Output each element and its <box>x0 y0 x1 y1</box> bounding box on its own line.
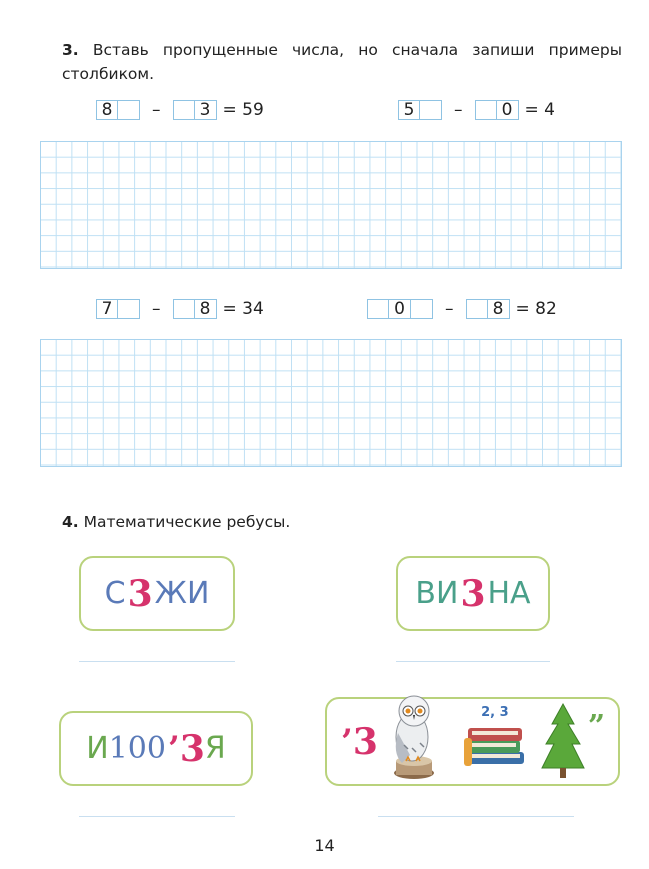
squared-grid-2[interactable] <box>40 339 622 467</box>
digit-cell: 3 <box>195 100 217 120</box>
digit-input-cell[interactable] <box>367 299 389 319</box>
digit-cell: 8 <box>488 299 510 319</box>
rebus-card-2 <box>396 556 550 631</box>
rebus-letters: Я <box>204 731 226 766</box>
digit-input-cell[interactable] <box>475 100 497 120</box>
digit-input-cell[interactable] <box>411 299 433 319</box>
equation-4 <box>367 298 557 320</box>
answer-line-1[interactable] <box>79 661 235 662</box>
rebus-letters: И <box>86 731 109 766</box>
digit-input-cell[interactable] <box>118 299 140 319</box>
digit-input-cell[interactable] <box>420 100 442 120</box>
books-icon <box>462 724 528 768</box>
answer-line-4[interactable] <box>378 816 574 817</box>
rebus-close-quote: ” <box>587 709 606 744</box>
digit-cell: 0 <box>497 100 519 120</box>
task-4-heading <box>62 513 290 531</box>
equation-result: = 4 <box>524 100 555 120</box>
page-number: 14 <box>314 836 335 855</box>
minus-sign: – <box>152 299 161 319</box>
squared-grid-1[interactable] <box>40 141 622 269</box>
rebus-letters: ВИ <box>415 576 459 611</box>
rebus-card-4 <box>325 697 620 786</box>
digit-input-cell[interactable] <box>466 299 488 319</box>
equation-1-subtrahend <box>173 100 217 120</box>
minus-sign: – <box>445 299 454 319</box>
owl-icon <box>382 693 444 781</box>
equation-3-minuend <box>96 299 140 319</box>
equation-result: = 34 <box>222 299 264 319</box>
equation-result: = 59 <box>222 100 264 120</box>
digit-cell: 0 <box>389 299 411 319</box>
task-3-text: Вставь пропущенные числа, но сначала запиши примеры столбиком. <box>62 41 622 83</box>
books-label: 2, 3 <box>481 705 509 720</box>
digit-cell: 7 <box>96 299 118 319</box>
rebus-card-1 <box>79 556 235 631</box>
equation-result: = 82 <box>515 299 557 319</box>
equation-4-subtrahend <box>466 299 510 319</box>
equation-3-subtrahend <box>173 299 217 319</box>
minus-sign: – <box>454 100 463 120</box>
rebus-apostrophe: ’ <box>341 721 353 762</box>
equation-2-minuend <box>398 100 442 120</box>
rebus-digit: 3 <box>179 727 205 770</box>
task-4-number: 4. <box>62 513 79 531</box>
rebus-letters: НА <box>487 576 531 611</box>
equation-1 <box>96 99 264 121</box>
rebus-letters: С <box>104 576 126 611</box>
digit-input-cell[interactable] <box>118 100 140 120</box>
digit-input-cell[interactable] <box>173 100 195 120</box>
rebus-card-3 <box>59 711 253 786</box>
task-4-text: Математические ребусы. <box>83 513 291 531</box>
digit-cell: 8 <box>195 299 217 319</box>
books-group <box>462 705 528 768</box>
task-3-heading <box>62 38 622 86</box>
answer-line-2[interactable] <box>396 661 550 662</box>
rebus-digit: 3 <box>352 720 378 763</box>
rebus-letters: ЖИ <box>154 576 210 611</box>
equation-4-minuend <box>367 299 433 319</box>
equation-2-subtrahend <box>475 100 519 120</box>
digit-input-cell[interactable] <box>173 299 195 319</box>
equation-2 <box>398 99 555 121</box>
equation-1-minuend <box>96 100 140 120</box>
rebus-digit: 3 <box>127 572 153 615</box>
digit-cell: 8 <box>96 100 118 120</box>
task-3-number: 3. <box>62 41 79 59</box>
rebus-apostrophe: ’ <box>167 728 180 769</box>
rebus-number: 100 <box>108 731 166 766</box>
answer-line-3[interactable] <box>79 816 235 817</box>
digit-cell: 5 <box>398 100 420 120</box>
equation-3 <box>96 298 264 320</box>
fir-tree-icon <box>540 702 586 782</box>
rebus-digit: 3 <box>460 572 486 615</box>
minus-sign: – <box>152 100 161 120</box>
